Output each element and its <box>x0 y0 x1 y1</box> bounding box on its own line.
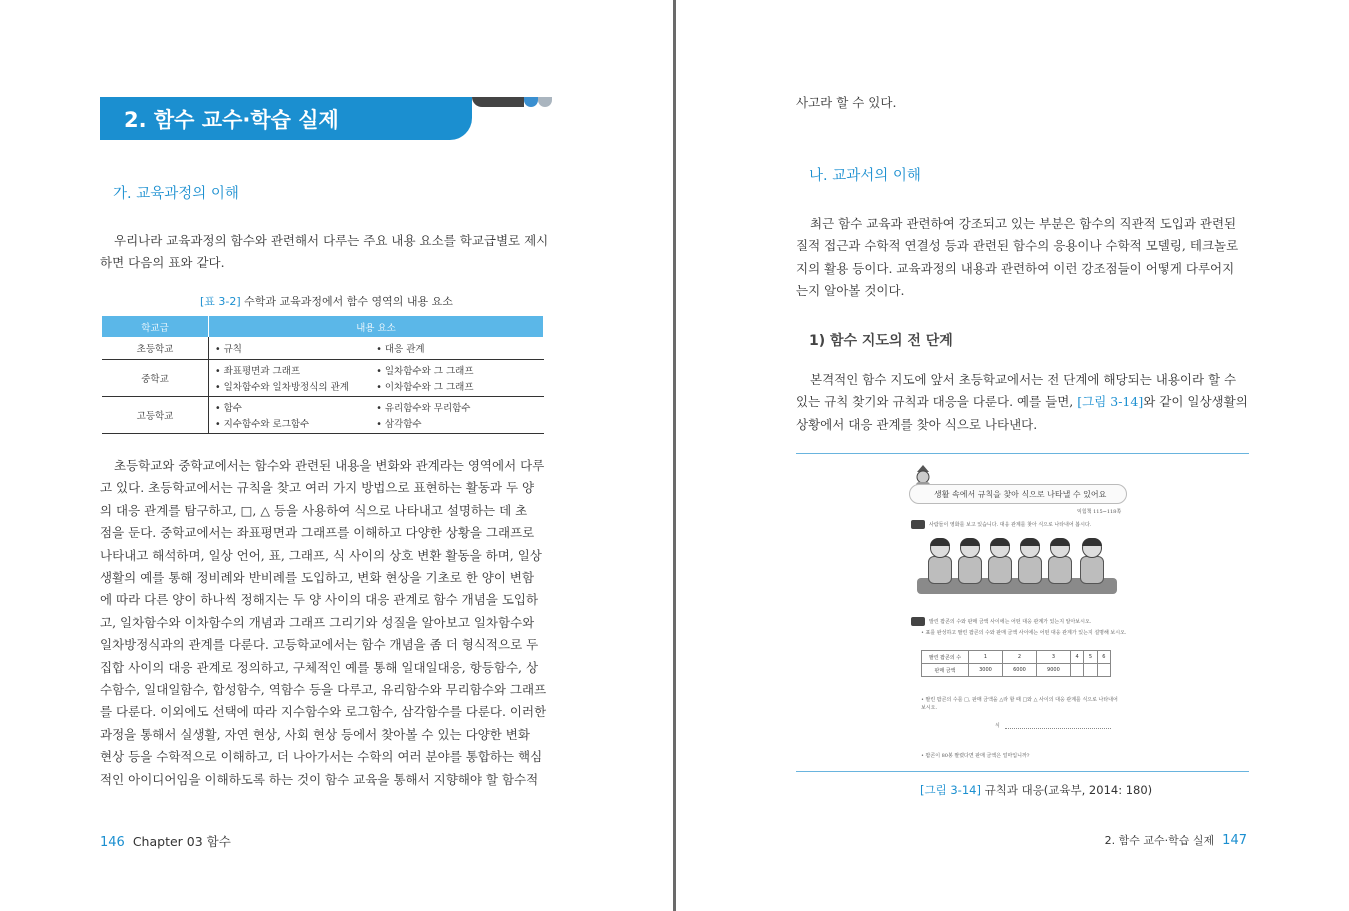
table-cell-item: • 일차함수와 그 그래프 <box>376 365 474 377</box>
popcorn-table <box>921 650 1111 677</box>
cinema-illustration <box>917 532 1117 604</box>
table-row <box>922 651 1111 664</box>
left-footer <box>100 832 231 850</box>
formula-label: 식 <box>995 723 1000 729</box>
curriculum-table <box>102 316 544 434</box>
table-cell: 9000 <box>1036 664 1070 677</box>
text-line: 생활의 예를 통해 정비례와 반비례를 도입하고, 변화 현상을 기초로 한 양이 변함 <box>100 570 535 586</box>
table-cell: 4 <box>1070 651 1083 664</box>
figure-caption-tag: [그림 3-14] <box>920 783 981 797</box>
child-figure <box>927 538 951 590</box>
table-caption <box>200 293 453 309</box>
text-line: 나타내고 해석하며, 일상 언어, 표, 그래프, 식 사이의 상호 변환 활동을 하며, 일상 <box>100 547 542 563</box>
text-line: 상황에서 대응 관계를 찾아 식으로 나타낸다. <box>796 416 1038 432</box>
text-line: 초등학교와 중학교에서는 함수와 관련된 내용을 변화와 관계라는 영역에서 다루 <box>114 458 545 473</box>
table-row <box>102 337 544 359</box>
table-cell-item: • 삼각함수 <box>376 418 422 430</box>
running-head: 2. 함수 교수·학습 실제 <box>1104 834 1215 847</box>
textbook-figure <box>909 462 1139 767</box>
text-line: 고 있다. 초등학교에서는 규칙을 찾고 여러 가지 방법으로 표현하는 활동과 두 양 <box>100 480 535 496</box>
table-cell-level: 초등학교 <box>102 337 209 359</box>
child-figure <box>1017 538 1041 590</box>
table-cell-level: 중학교 <box>102 359 209 396</box>
child-figure <box>1079 538 1103 590</box>
table-cell: 2 <box>1002 651 1036 664</box>
section-banner <box>100 97 472 140</box>
text-line: 현상 등을 수학적으로 이해하고, 더 나아가서는 수학의 여러 분야를 통합하는 핵심 <box>100 749 543 765</box>
table-caption-text: 수학과 교육과정에서 함수 영역의 내용 요소 <box>240 295 453 308</box>
table-cell <box>1070 664 1083 677</box>
paragraph-main <box>100 455 552 791</box>
text-line: 수함수, 일대일함수, 합성함수, 역함수 등을 다루고, 유리함수와 무리함수와 그래프 <box>100 682 547 698</box>
text-line: 는지 알아볼 것이다. <box>796 283 905 299</box>
text-span: 있는 규칙 찾기와 규칙과 대응을 다룬다. 예를 들면, <box>796 394 1078 410</box>
page-number: 147 <box>1222 833 1247 848</box>
activity-text: 발린 팝콘의 수와 판매 금액 사이에는 어떤 대응 관계가 있는지 알아보시오. <box>929 619 1092 625</box>
table-cell: 팔린 팝콘의 수 <box>922 651 969 664</box>
table-cell: 3000 <box>969 664 1003 677</box>
table-cell: 판매 금액 <box>922 664 969 677</box>
table-cell <box>1097 664 1110 677</box>
table-cell: 1 <box>969 651 1003 664</box>
paragraph-textbook <box>796 213 1248 303</box>
banner-decoration <box>538 97 552 107</box>
paragraph-prestage <box>796 369 1248 436</box>
text-line: 질적 접근과 수학적 연결성 등과 관련된 함수의 응용이나 수학적 모델링, 테크놀로 <box>796 238 1239 254</box>
table-cell-item: • 지수함수와 로그함수 <box>215 418 310 430</box>
text-line <box>796 391 1248 413</box>
text-line: 고, 일차함수와 이차함수의 개념과 그래프 그리기와 성질을 알아보고 일차함수와 <box>100 614 535 630</box>
child-figure <box>987 538 1011 590</box>
text-line: 에 따라 다른 양이 하나씩 정해지는 두 양 사이의 대응 관계로 함수 개념을 도입하 <box>100 592 539 608</box>
table-cell-item: • 이차함수와 그 그래프 <box>376 381 474 393</box>
activity-text: 사람들이 영화를 보고 있습니다. 대응 관계를 찾아 식으로 나타내어 봅시다. <box>929 522 1092 528</box>
text-line: 최근 함수 교육과 관련하여 강조되고 있는 부분은 함수의 직관적 도입과 관련된 <box>810 216 1237 231</box>
text-line: 하면 다음의 표와 같다. <box>100 255 225 271</box>
table-cell: 3 <box>1036 651 1070 664</box>
table-header: 내용 요소 <box>209 316 544 337</box>
subsection-heading: 1) 함수 지도의 전 단계 <box>809 333 953 349</box>
textbook-banner: 생활 속에서 규칙을 찾아 식으로 나타낼 수 있어요 <box>909 484 1127 504</box>
bullet-text: • 팔린 팝콘의 수를 □, 판매 금액을 △라 할 때 □와 △ 사이의 대응 관계를 식으로 나타내어 보시오. <box>921 697 1118 711</box>
subheading: 나. 교과서의 이해 <box>809 168 921 184</box>
text-line: 과정을 통해서 실생활, 자연 현상, 사회 현상 등에서 찾아볼 수 있는 다양한 변화 <box>100 726 530 742</box>
figure-top-rule <box>796 453 1249 454</box>
table-cell-item: • 대응 관계 <box>376 343 425 355</box>
figure-bottom-rule <box>796 771 1249 772</box>
right-footer <box>1105 832 1247 848</box>
banner-decoration <box>524 97 538 107</box>
text-line: 적인 아이디어임을 이해하도록 하는 것이 함수 교육을 통해서 지향해야 할 함수적 <box>100 771 539 787</box>
table-header: 학교급 <box>102 316 209 337</box>
bullet-text: • 팝콘이 80봉 팔렸다면 판매 금액은 얼마입니까? <box>921 753 1030 759</box>
chapter-label: Chapter 03 함수 <box>132 834 231 849</box>
table-cell <box>1084 664 1097 677</box>
text-line: 점을 둔다. 중학교에서는 좌표평면과 그래프를 이해하고 다양한 상황을 그래프로 <box>100 525 535 541</box>
figure-caption <box>920 782 1152 798</box>
paragraph-intro <box>100 230 552 275</box>
table-cell: 6 <box>1097 651 1110 664</box>
text-line: 집합 사이의 대응 관계로 정의하고, 구체적인 예를 통해 일대일대응, 항등함수, 상 <box>100 659 539 675</box>
figure-caption-text: 규칙과 대응(교육부, 2014: 180) <box>980 783 1153 797</box>
figure-reference-link[interactable]: [그림 3-14] <box>1077 394 1144 410</box>
text-line: 일차방정식과의 관계를 다룬다. 고등학교에서는 함수 개념을 좀 더 형식적으로 두 <box>100 637 539 653</box>
formula-blank <box>1005 728 1111 729</box>
table-cell-item: • 일차함수와 일차방정식의 관계 <box>215 381 349 393</box>
child-figure <box>957 538 981 590</box>
activity-badge-icon <box>911 617 925 626</box>
table-cell: 6000 <box>1002 664 1036 677</box>
table-cell-item: • 함수 <box>215 402 242 414</box>
text-line: 의 대응 관계를 탐구하고, □, △ 등을 사용하여 식으로 나타내고 설명하는 데 초 <box>100 502 528 518</box>
page-number: 146 <box>100 835 125 850</box>
text-line: 우리나라 교육과정의 함수와 관련해서 다루는 주요 내용 요소를 학교급별로 제시 <box>114 233 549 248</box>
table-caption-tag: [표 3-2] <box>200 295 241 308</box>
text-span: 와 같이 일상생활의 <box>1143 394 1248 410</box>
table-cell-item: • 유리함수와 무리함수 <box>376 402 471 414</box>
table-row <box>102 359 544 396</box>
subheading: 가. 교육과정의 이해 <box>113 186 239 202</box>
textbook-page-ref: 익힘책 115~118쪽 <box>1077 509 1122 515</box>
banner-decoration <box>472 97 524 107</box>
table-row <box>922 664 1111 677</box>
text-line: 본격적인 함수 지도에 앞서 초등학교에서는 전 단계에 해당되는 내용이라 할 수 <box>810 372 1237 387</box>
table-cell: 5 <box>1084 651 1097 664</box>
activity-badge-icon <box>911 520 925 529</box>
table-row <box>102 396 544 433</box>
section-title: 2. 함수 교수·학습 실제 <box>124 108 339 132</box>
child-figure <box>1047 538 1071 590</box>
left-page <box>0 0 674 911</box>
text-line: 지의 활용 등이다. 교육과정의 내용과 관련하여 이런 강조점들이 어떻게 다루어지 <box>796 260 1235 276</box>
right-page <box>676 0 1349 911</box>
bullet-text: • 표를 완성하고 팔린 팝콘의 수와 판매 금액 사이에는 어떤 대응 관계가 있는지 설명해 보시오. <box>921 630 1127 636</box>
text-line: 를 다룬다. 이외에도 선택에 따라 지수함수와 로그함수, 삼각함수를 다룬다. 이러한 <box>100 704 547 720</box>
table-cell-item: • 규칙 <box>215 343 242 355</box>
text-line: 사고라 할 수 있다. <box>796 95 897 110</box>
table-cell-level: 고등학교 <box>102 396 209 433</box>
table-cell-item: • 좌표평면과 그래프 <box>215 365 301 377</box>
